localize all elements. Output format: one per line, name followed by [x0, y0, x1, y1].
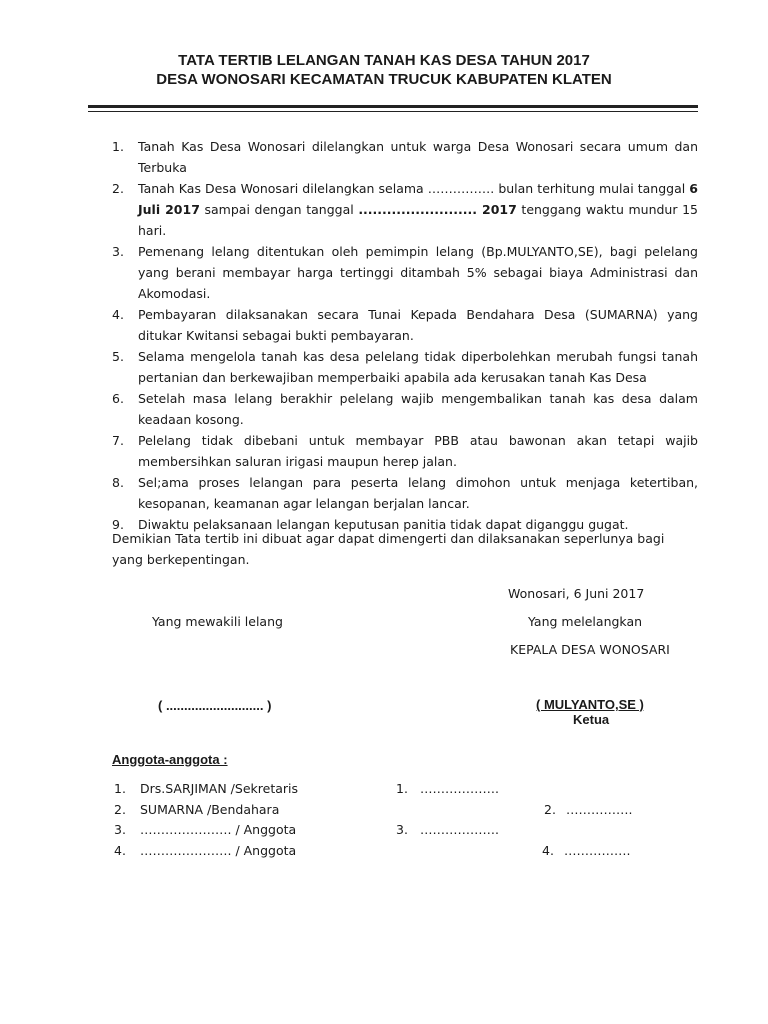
member-name: …………………. / Anggota	[140, 822, 297, 837]
member-right-1	[396, 781, 499, 796]
member-number: 1.	[396, 781, 408, 796]
start-date: 6 Juli 2017	[138, 181, 698, 217]
rules-list	[112, 136, 698, 535]
document-title-line-2: DESA WONOSARI KECAMATAN TRUCUK KABUPATEN KLATEN	[156, 71, 612, 88]
member-number: 4.	[542, 843, 554, 858]
member-number: 1.	[114, 781, 126, 796]
item-number: 2.	[112, 181, 124, 196]
member-left-1	[114, 781, 299, 796]
member-name: …………….	[564, 843, 631, 858]
rule-item-3	[112, 241, 698, 304]
document-title-line-1: TATA TERTIB LELANGAN TANAH KAS DESA TAHUN 2017	[178, 52, 590, 69]
item-number: 1.	[112, 139, 124, 154]
header-rule-thick	[88, 105, 698, 108]
member-number: 3.	[396, 822, 408, 837]
member-left-3	[114, 822, 297, 837]
member-number: 2.	[114, 802, 126, 817]
member-number: 4.	[114, 843, 126, 858]
member-right-2	[544, 802, 633, 817]
members-heading: Anggota-anggota :	[112, 752, 228, 767]
member-left-2	[114, 802, 280, 817]
right-signer-title: Yang melelangkan	[528, 614, 643, 629]
rule-item-5	[112, 346, 698, 388]
item-text: tenggang waktu mundur 15 hari.	[138, 202, 699, 238]
rule-item-4	[112, 304, 698, 346]
header-rule-thin	[88, 111, 698, 112]
closing-paragraph: Demikian Tata tertib ini dibuat agar dapat dimengerti dan dilaksanakan seperlunya bagi yang berkepentingan.	[112, 531, 665, 567]
item-number: 5.	[112, 349, 124, 364]
item-text: sampai dengan tanggal	[199, 202, 359, 217]
item-text: Pembayaran dilaksanakan secara Tunai Kepada Bendahara Desa (SUMARNA) yang ditukar Kwitansi sebagai bukti pembayaran.	[138, 307, 698, 343]
member-right-4	[542, 843, 631, 858]
place-date: Wonosari, 6 Juni 2017	[508, 586, 645, 601]
item-number: 8.	[112, 475, 124, 490]
right-signer-name: ( MULYANTO,SE )	[536, 697, 644, 712]
item-number: 9.	[112, 517, 124, 532]
item-number: 4.	[112, 307, 124, 322]
member-name: ……………….	[420, 781, 499, 796]
rule-item-1	[112, 136, 698, 178]
item-number: 7.	[112, 433, 124, 448]
end-date: ......................... 2017	[358, 202, 517, 217]
item-text: Pemenang lelang ditentukan oleh pemimpin lelang (Bp.MULYANTO,SE), bagi pelelang yang berani membayar harga tertinggi ditambah 5% sebagai biaya Administrasi dan Akomodasi.	[138, 244, 698, 301]
left-signer-title: Yang mewakili lelang	[152, 614, 283, 629]
member-number: 2.	[544, 802, 556, 817]
member-name: …………….	[566, 802, 633, 817]
member-left-4	[114, 843, 297, 858]
right-signer-office: KEPALA DESA WONOSARI	[510, 642, 670, 657]
item-number: 6.	[112, 391, 124, 406]
member-name: Drs.SARJIMAN /Sekretaris	[140, 781, 299, 796]
item-text: Tanah Kas Desa Wonosari dilelangkan untuk warga Desa Wonosari secara umum dan Terbuka	[138, 139, 698, 175]
member-name: ……………….	[420, 822, 499, 837]
member-right-3	[396, 822, 499, 837]
item-text: Selama mengelola tanah kas desa pelelang tidak diperbolehkan merubah fungsi tanah pertanian dan berkewajiban memperbaiki apabila ada kerusakan tanah Kas Desa	[138, 349, 698, 385]
item-text: Diwaktu pelaksanaan lelangan keputusan panitia tidak dapat diganggu gugat.	[138, 517, 629, 532]
rule-item-2	[112, 178, 698, 241]
rule-item-8	[112, 472, 698, 514]
rule-item-7	[112, 430, 698, 472]
item-text: Tanah Kas Desa Wonosari dilelangkan selama ……………. bulan terhitung mulai tanggal	[138, 181, 690, 196]
item-text: Sel;ama proses lelangan para peserta lelang dimohon untuk menjaga ketertiban, kesopanan, keamanan agar lelangan berjalan lancar.	[138, 475, 698, 511]
right-signer-role: Ketua	[573, 712, 610, 727]
left-signer-name: ( ........................... )	[158, 698, 272, 713]
item-text: Setelah masa lelang berakhir pelelang wajib mengembalikan tanah kas desa dalam keadaan kosong.	[138, 391, 698, 427]
member-number: 3.	[114, 822, 126, 837]
member-name: …………………. / Anggota	[140, 843, 297, 858]
item-text: Pelelang tidak dibebani untuk membayar PBB atau bawonan akan tetapi wajib membersihkan saluran irigasi maupun herep jalan.	[138, 433, 698, 469]
member-name: SUMARNA /Bendahara	[140, 802, 280, 817]
item-number: 3.	[112, 244, 124, 259]
rule-item-6	[112, 388, 698, 430]
